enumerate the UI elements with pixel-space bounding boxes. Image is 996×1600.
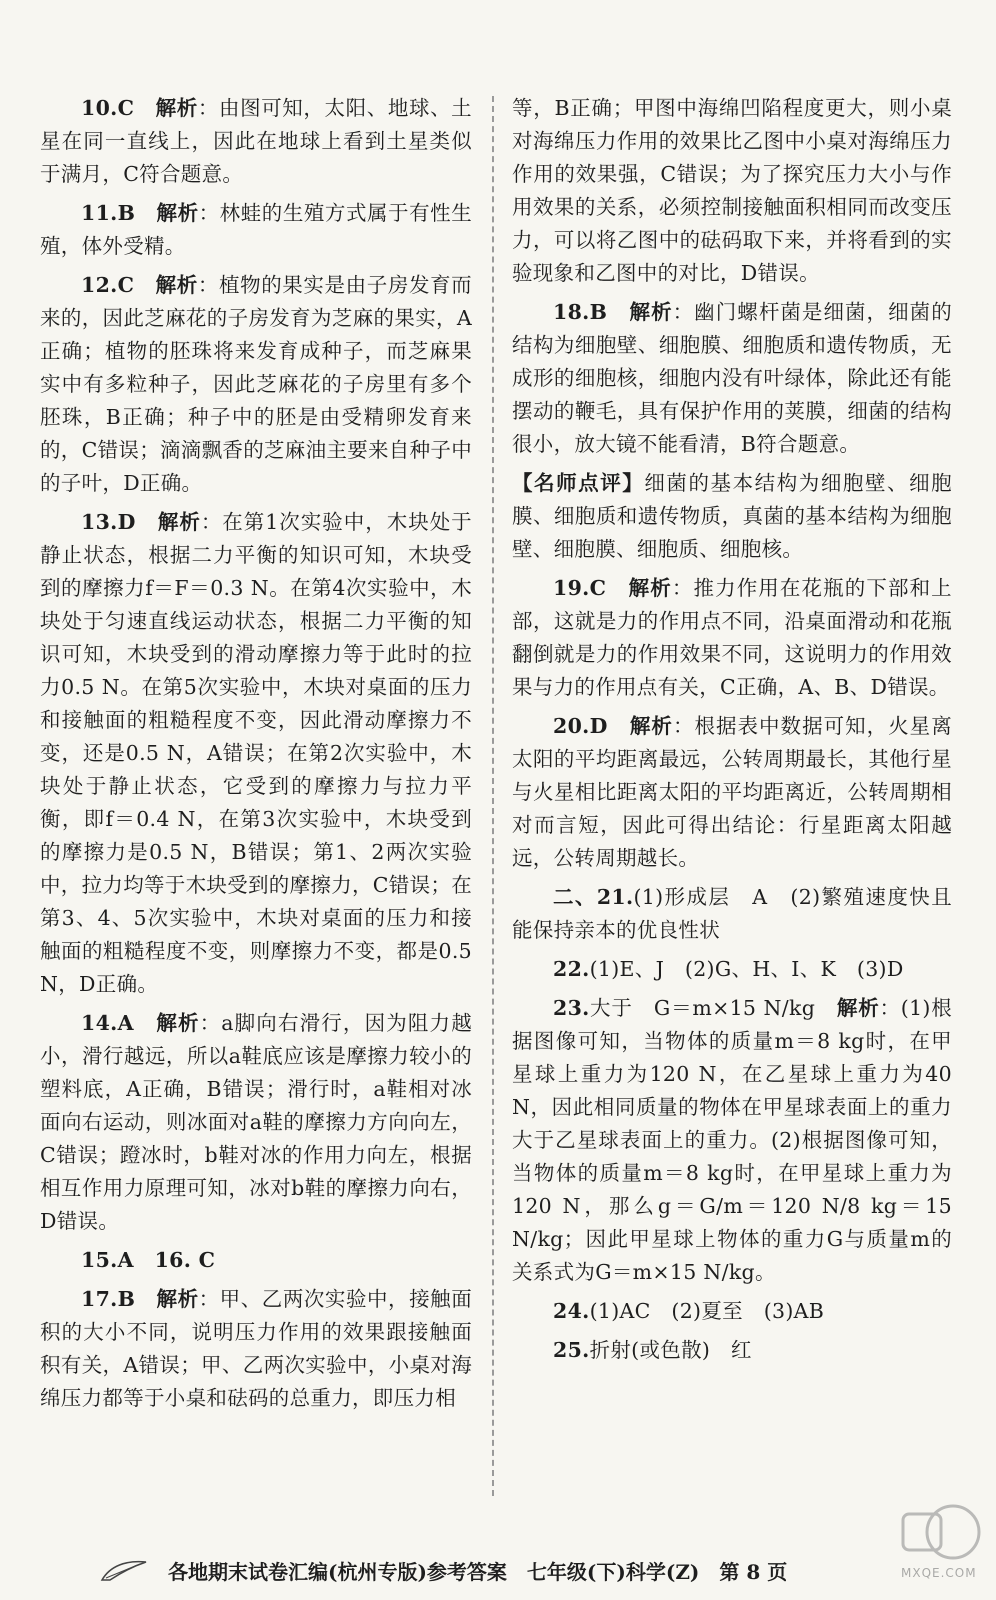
answer-choice: B [117,1287,136,1311]
analysis-label: 解析 [156,1287,199,1311]
answer-text: ：幽门螺杆菌是细菌，细菌的结构为细胞壁、细胞膜、细胞质和遗传物质，无成形的细胞核，细胞内没有叶绿体，除此还有能摆动的鞭毛，具有保护作用的荚膜，细菌的结构很小，放大镜不能看清，B符合题意。 [512,300,952,456]
question-number: 14. [81,1011,118,1035]
question-number: 18. [553,300,590,324]
analysis-label: 解析 [155,96,198,120]
answer-text: ：(1)根据图像可知，当物体的质量m＝8 kg时，在甲星球上重力为120 N，在乙星球上重力为40 N，因此相同质量的物体在甲星球表面上的重力大于乙星球表面上的重力。(2)根据图像可知，当物体的质量m＝8 kg时，在甲星球上重力为120 N，那么g＝G/m＝120 N/8 kg＝15 N/kg；因此甲星球上物体的重力G与质量m的关系式为G＝m×15 N/kg。 [512,996,953,1284]
answer-19 [512,572,952,704]
answer-17 [40,1283,472,1415]
answer-13 [40,506,472,1001]
answer-text: ：根据表中数据可知，火星离太阳的平均距离最远，公转周期最长，其他行星与火星相比距离太阳的平均距离近，公转周期相对而言短，因此可得出结论：行星距离太阳越远，公转周期越长。 [512,714,952,870]
answer-14 [40,1007,472,1238]
question-number: 10. [81,96,118,120]
answer-choice: C [117,96,135,120]
answer-text: ：植物的果实是由子房发育而来的，因此芝麻花的子房发育为芝麻的果实，A正确；植物的胚珠将来发育成种子，而芝麻果实中有多粒种子，因此芝麻花的子房里有多个胚珠，B正确；种子中的胚是由受精卵发育来的，C错误；滴滴飘香的芝麻油主要来自种子中的子叶，D正确。 [40,273,472,495]
answer-choice: A [117,1011,134,1035]
answer-12 [40,269,472,500]
answer-seal-icon [895,1500,985,1590]
question-number: 17. [81,1287,118,1311]
answer-25 [512,1334,952,1367]
answer-10 [40,92,472,191]
answer-24 [512,1295,952,1328]
answer-choice: C [117,273,135,297]
question-number: 15. [81,1248,118,1272]
answer-choice: A [117,1248,134,1272]
answer-choice: D [117,510,136,534]
page-footer [0,1550,996,1590]
analysis-label: 解析 [629,714,673,738]
left-column [40,92,472,1421]
answer-text: (1)AC (2)夏至 (3)AB [589,1299,825,1323]
answer-text: ：在第1次实验中，木块处于静止状态，根据二力平衡的知识可知，木块受到的摩擦力f＝F＝0.3 N。在第4次实验中，木块处于匀速直线运动状态，根据二力平衡的知识可知，木块受到的滑动摩擦力等于此时的拉力0.5 N。在第5次实验中，木块对桌面的压力和接触面的粗糙程度不变，因此滑动摩擦力不变，还是0.5 N，A错误；在第2次实验中，木块处于静止状态，它受到的摩擦力与拉力平衡，即f＝0.4 N，在第3次实验中，木块受到的摩擦力是0.5 N，B错误；第1、2两次实验中，拉力均等于木块受到的摩擦力，C错误；在第3、4、5次实验中，木块对桌面的压力和接触面的粗糙程度不变，则摩擦力不变，都是0.5 N，D正确。 [40,510,472,996]
column-divider [492,96,494,1496]
question-number: 23. [553,996,590,1020]
answer-text: ：a脚向右滑行，因为阻力越小，滑行越远，所以a鞋底应该是摩擦力较小的塑料底，A正确，B错误；滑行时，a鞋相对冰面向右运动，则冰面对a鞋的摩擦力方向向左，C错误；蹬冰时，b鞋对冰的作用力向左，根据相互作用力原理可知，冰对b鞋的摩擦力向右，D错误。 [40,1011,472,1233]
question-number: 二、21. [553,885,634,909]
right-column [512,92,952,1373]
answer-11 [40,197,472,263]
answer-text: (1)形成层 A (2)繁殖速度快且能保持亲本的优良性状 [512,885,952,942]
analysis-label: 解析 [629,300,673,324]
question-number: 25. [553,1338,590,1362]
answer-formula: 大于 G＝m×15 N/kg [589,996,837,1020]
answer-15-16 [40,1244,472,1277]
answer-17-continued [512,92,952,290]
answer-23 [512,992,952,1289]
answer-choice: B [589,300,608,324]
answer-18 [512,296,952,461]
answer-choice: C [589,576,607,600]
question-number: 20. [553,714,590,738]
answer-text: (1)E、J (2)G、H、I、K (3)D [589,957,904,981]
question-number: 13. [81,510,118,534]
analysis-label: 解析 [155,273,198,297]
analysis-label: 解析 [156,1011,200,1035]
question-number: 19. [553,576,590,600]
question-number: 12. [81,273,118,297]
analysis-label: 解析 [157,510,201,534]
answer-choice: D [589,714,608,738]
answer-choice: B [117,201,136,225]
analysis-label: 解析 [156,201,199,225]
answer-21 [512,881,952,947]
answer-text: ：甲、乙两次实验中，接触面积的大小不同，说明压力作用的效果跟接触面积有关，A错误；甲、乙两次实验中，小桌对海绵压力都等于小桌和砝码的总重力，即压力相 [40,1287,472,1410]
analysis-label: 解析 [836,996,880,1020]
answer-text: ：由图可知，太阳、地球、土星在同一直线上，因此在地球上看到土星类似于满月，C符合题意。 [40,96,472,186]
teacher-comment [512,467,952,566]
answer-text: ：推力作用在花瓶的下部和上部，这就是力的作用点不同，沿桌面滑动和花瓶翻倒就是力的作用效果不同，这说明力的作用效果与力的作用点有关，C正确，A、B、D错误。 [512,576,952,699]
question-number: 11. [81,201,118,225]
answer-20 [512,710,952,875]
analysis-label: 解析 [628,576,672,600]
watermark-text: MXQE.COM [901,1566,977,1580]
feather-ornament-icon [100,1558,148,1584]
footer-text: 各地期末试卷汇编(杭州专版)参考答案 七年级(下)科学(Z) 第 8 页 [168,1560,788,1584]
teacher-comment-label: 【名师点评】 [512,471,645,495]
answer-text: ：林蛙的生殖方式属于有性生殖，体外受精。 [40,201,472,258]
answer-text: 16. C [133,1248,216,1272]
answer-text: 等，B正确；甲图中海绵凹陷程度更大，则小桌对海绵压力作用的效果比乙图中小桌对海绵压力作用的效果强，C错误；为了探究压力大小与作用效果的关系，必须控制接触面积相同而改变压力，可以将乙图中的砝码取下来，并将看到的实验现象和乙图中的对比，D错误。 [512,96,952,285]
question-number: 22. [553,957,590,981]
answer-text: 折射(或色散) 红 [589,1338,752,1362]
question-number: 24. [553,1299,590,1323]
answer-text: 细菌的基本结构为细胞壁、细胞膜、细胞质和遗传物质，真菌的基本结构为细胞壁、细胞膜、细胞质、细胞核。 [512,471,952,561]
answer-22 [512,953,952,986]
